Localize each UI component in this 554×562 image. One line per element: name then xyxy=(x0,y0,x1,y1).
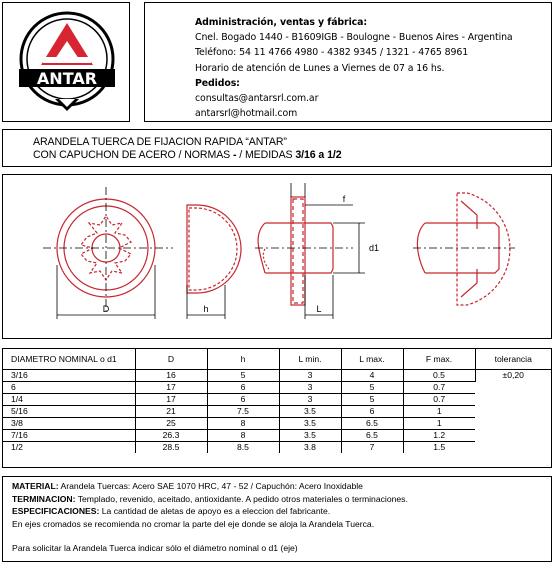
antar-logo xyxy=(15,9,119,117)
cell-h: 5 xyxy=(207,369,279,381)
label-D: D xyxy=(102,304,110,314)
contact-phone: Teléfono: 54 11 4766 4980 - 4382 9345 / 1321 - 4765 8961 xyxy=(195,47,469,59)
cell-l-max: 6.5 xyxy=(341,417,403,429)
drawing-canvas xyxy=(3,175,551,338)
email-primary[interactable]: consultas@antarsrl.com.ar xyxy=(195,93,319,105)
cell-D: 17 xyxy=(135,381,207,393)
section-view xyxy=(417,193,509,305)
terminacion-label: TERMINACION: xyxy=(12,493,76,504)
contact-info xyxy=(144,2,552,122)
cell-l-min: 3.5 xyxy=(279,417,341,429)
table-row xyxy=(3,417,551,429)
title-line2 xyxy=(33,149,551,162)
note-material xyxy=(12,480,551,493)
label-h: h xyxy=(203,304,209,314)
cell-size: 1/2 xyxy=(3,441,135,453)
cell-f-max: 1.2 xyxy=(403,429,475,441)
title-dash: - xyxy=(232,149,237,161)
label-f: f xyxy=(342,194,346,204)
product-title xyxy=(2,129,552,167)
cell-l-min: 3.5 xyxy=(279,405,341,417)
cell-h: 8 xyxy=(207,429,279,441)
cell-h: 6 xyxy=(207,381,279,393)
logo-box xyxy=(2,2,130,122)
cell-size: 3/16 xyxy=(3,369,135,381)
contact-heading: Administración, ventas y fábrica: xyxy=(195,17,368,28)
cell-size: 7/16 xyxy=(3,429,135,441)
table-row xyxy=(3,381,551,393)
cell-f-max: 0.5 xyxy=(403,369,475,381)
cell-l-max: 7 xyxy=(341,441,403,453)
dimensions-table xyxy=(2,348,552,468)
cell-h: 8.5 xyxy=(207,441,279,453)
header-diametro: DIAMETRO NOMINAL o d1 xyxy=(3,349,135,369)
terminacion-text: Templado, revenido, aceitado, antioxidante. A pedido otros materiales o terminaciones. xyxy=(77,493,408,504)
table-header xyxy=(3,349,551,369)
cell-size: 1/4 xyxy=(3,393,135,405)
cell-D: 16 xyxy=(135,369,207,381)
cell-D: 17 xyxy=(135,393,207,405)
cell-f-max: 1 xyxy=(403,405,475,417)
note-terminacion xyxy=(12,493,551,506)
cell-l-min: 3 xyxy=(279,393,341,405)
cell-f-max: 1 xyxy=(403,417,475,429)
cell-size: 6 xyxy=(3,381,135,393)
cell-l-max: 5 xyxy=(341,381,403,393)
cell-l-max: 5 xyxy=(341,393,403,405)
header-l-max: L max. xyxy=(341,349,403,369)
dimension-lines xyxy=(57,183,365,319)
header-l-min: L min. xyxy=(279,349,341,369)
note-ejes: En ejes cromados se recomienda no cromar la parte del eje donde se aloja la Arandela Tuerca. xyxy=(12,518,375,529)
cell-h: 8 xyxy=(207,417,279,429)
cell-tolerancia: ±0,20 xyxy=(502,369,524,380)
cell-h: 7.5 xyxy=(207,405,279,417)
cell-D: 28.5 xyxy=(135,441,207,453)
order-instructions: Para solicitar la Arandela Tuerca indicar sólo el diámetro nominal o d1 (eje) xyxy=(12,543,298,554)
dome-view xyxy=(187,205,241,293)
title-normas: CON CAPUCHON DE ACERO / NORMAS xyxy=(33,149,231,161)
cell-f-max: 0.7 xyxy=(403,393,475,405)
cell-D: 21 xyxy=(135,405,207,417)
cell-size: 3/8 xyxy=(3,417,135,429)
header-h: h xyxy=(207,349,279,369)
technical-drawing xyxy=(2,174,552,339)
email-secondary[interactable]: antarsrl@hotmail.com xyxy=(195,108,298,120)
shaft-view xyxy=(258,197,333,305)
especificaciones-label: ESPECIFICACIONES: xyxy=(12,506,100,517)
contact-hours: Horario de atención de Lunes a Viernes de 07 a 16 hs. xyxy=(195,62,445,74)
cell-l-min: 3.8 xyxy=(279,441,341,453)
title-line1: ARANDELA TUERCA DE FIJACION RAPIDA “ANTAR” xyxy=(33,136,287,148)
especificaciones-text: La cantidad de aletas de apoyo es a eleccion del fabricante. xyxy=(101,506,331,517)
cell-D: 25 xyxy=(135,417,207,429)
table-row xyxy=(3,405,551,417)
cell-size: 5/16 xyxy=(3,405,135,417)
header-tolerancia: tolerancia xyxy=(475,349,551,369)
title-range: 3/16 a 1/2 xyxy=(295,149,342,161)
cell-l-max: 6 xyxy=(341,405,403,417)
cell-l-max: 6.5 xyxy=(341,429,403,441)
cell-f-max: 0.7 xyxy=(403,381,475,393)
cell-l-min: 3.5 xyxy=(279,429,341,441)
title-medidas: / MEDIDAS xyxy=(239,149,293,161)
material-label: MATERIAL: xyxy=(12,481,59,491)
cell-f-max: 1.5 xyxy=(433,442,446,453)
table-row xyxy=(3,393,551,405)
table-row xyxy=(3,429,551,441)
label-L: L xyxy=(316,304,322,314)
contact-address: Cnel. Bogado 1440 - B1609IGB - Boulogne - Buenos Aires - Argentina xyxy=(195,32,513,44)
note-especificaciones xyxy=(12,505,551,518)
header-f-max: F max. xyxy=(403,349,475,369)
cell-l-min: 3 xyxy=(279,369,341,381)
orders-heading: Pedidos: xyxy=(195,77,240,89)
label-d1: d1 xyxy=(369,243,380,253)
cell-l-min: 3 xyxy=(279,381,341,393)
logo-text: ANTAR xyxy=(36,69,98,88)
cell-D: 26.3 xyxy=(135,429,207,441)
center-lines xyxy=(43,187,515,311)
table-row xyxy=(3,369,551,381)
header-D: D xyxy=(135,349,207,369)
notes-section xyxy=(2,476,552,562)
cell-l-max: 4 xyxy=(341,369,403,381)
cell-h: 6 xyxy=(207,393,279,405)
material-text: Arandela Tuercas: Acero SAE 1070 HRC, 47 - 52 / Capuchón: Acero Inoxidable xyxy=(60,481,363,491)
table-row xyxy=(3,441,551,453)
